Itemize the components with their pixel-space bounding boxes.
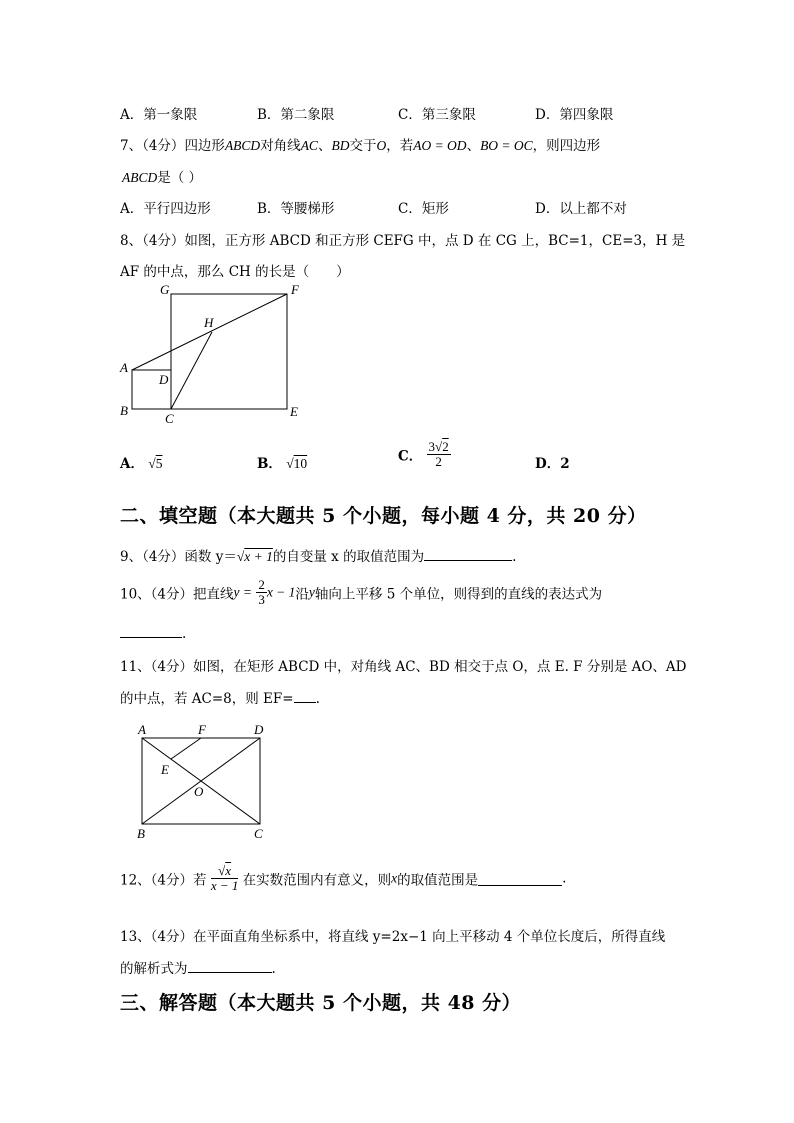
label-f: F [291,282,299,297]
label-d: D [159,372,169,387]
segment-ch [171,332,212,409]
q12: 12、（4分）若 $\frac{√x}{x - 1}$ 在实数范围内有意义，则x的取值范围是 . [120,863,567,893]
q13-line2: 的解析式为 . [120,961,276,977]
q11-answer-blank[interactable] [294,689,316,703]
sqrt-5: √5 [148,456,163,471]
q13-line1: 13、（4分）在平面直角坐标系中，将直线 y=2x−1 向上平移动 4 个单位长度后，所得直线 [120,929,666,945]
label-c: C [254,826,263,841]
label-g: G [160,282,170,297]
label-a: A [138,722,146,737]
label-a: A [120,360,128,375]
q7-option-b: B．等腰梯形 [257,201,335,217]
label-c: C [165,411,174,426]
q11-line2: 的中点，若 AC=8，则 EF= . [120,691,320,707]
q12-answer-blank[interactable] [478,872,562,886]
label-b: B [137,826,145,841]
q7-option-c: C．矩形 [398,201,449,217]
q8-option-a: A． √5 [120,456,163,472]
label-h: H [204,315,214,330]
label-b: B [120,403,128,418]
sqrt-10: √10 [286,456,308,471]
q11-line1: 11、（4分）如图，在矩形 ABCD 中，对角线 AC、BD 相交于点 O，点 E. F 分别是 AO、AD [120,659,687,675]
q6-option-d: D．第四象限 [535,107,614,123]
q7-line2: ABCD是（ ） [122,170,203,186]
q7-option-d: D．以上都不对 [535,201,627,217]
label-e: E [161,762,169,777]
segment-ef [171,738,201,759]
q6-option-b: B．第二象限 [257,107,335,123]
q8-line1: 8、（4分）如图，正方形 ABCD 和正方形 CEFG 中，点 D 在 CG 上，BC=1，CE=3，H 是 [120,233,686,249]
q8-option-c: C． $\frac{3√2}{2}$ [398,439,449,469]
fraction-sqrtx-over-x-minus-1: $\frac{√x}{x - 1}$ [210,863,239,893]
q9-answer-blank[interactable] [424,547,512,561]
q10-line2: . [120,624,186,642]
q11-rectangle-figure [132,718,272,846]
q8-squares-figure [110,280,310,430]
q10-line1: 10、（4分）把直线y = $\frac{2}{3}$ x − 1沿y轴向上平移 5 个单位，则得到的直线的表达式为 [120,577,603,607]
fraction-2-3: $\frac{2}{3}$ [258,577,265,607]
q7-option-a: A．平行四边形 [120,201,211,217]
q10-answer-blank[interactable] [120,624,182,638]
label-d: D [254,722,264,737]
q6-option-c: C．第三象限 [398,107,476,123]
sqrt-x-plus-1: √x + 1 [236,549,273,564]
segment-af [132,294,287,370]
q8-line2: AF 的中点，那么 CH 的长是（ ） [120,264,350,280]
label-e: E [290,404,298,419]
q13-answer-blank[interactable] [188,959,272,973]
q6-option-a: A．第一象限 [120,107,198,123]
section-3-heading: 三、解答题（本大题共 5 个小题，共 48 分） [120,992,522,1014]
section-2-heading: 二、填空题（本大题共 5 个小题，每小题 4 分，共 20 分） [120,505,647,527]
q7-line1: 7、（4分）四边形ABCD对角线AC、BD交于O，若AO = OD、BO = OC，则四边形 [120,138,601,154]
large-square-cefg [171,294,287,409]
label-o: O [194,784,204,799]
q9: 9、（4分）函数 y＝√x + 1的自变量 x 的取值范围为 . [120,549,517,565]
q8-option-b: B． √10 [257,456,308,472]
label-f: F [198,722,206,737]
q8-option-d: D．2 [535,456,570,472]
fraction-3sqrt2-over-2: $\frac{3√2}{2}$ [428,439,449,469]
